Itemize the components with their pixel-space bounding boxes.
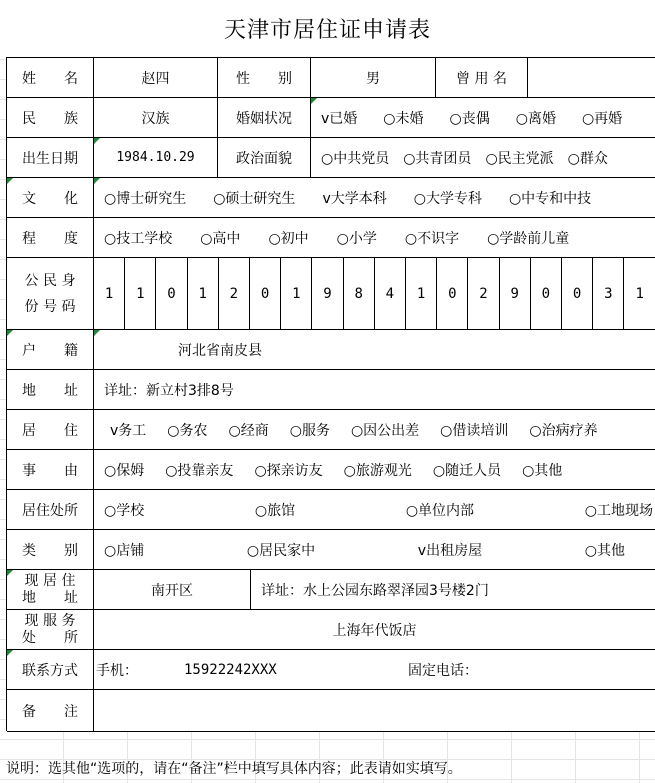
option-medical[interactable]: ○治病疗养: [529, 422, 598, 439]
label-work-place-line1: 现 服 务: [24, 612, 76, 629]
id-digit[interactable]: 1: [624, 258, 655, 330]
id-digit[interactable]: 2: [219, 258, 250, 330]
option-vocational[interactable]: ○中专和中技: [508, 190, 592, 207]
option-preschool[interactable]: ○学龄前儿童: [487, 230, 570, 247]
option-farming[interactable]: ○务农: [167, 422, 208, 439]
option-accompanying[interactable]: ○随迁人员: [432, 462, 502, 479]
marital-options: [311, 98, 655, 138]
value-work-place[interactable]: 上海年代饭店: [94, 610, 655, 650]
footer-note: 说明：选其他“选项的，请在“备注”栏中填写具体内容；此表请如实填写。: [6, 761, 462, 777]
option-join-relatives[interactable]: ○投靠亲友: [165, 462, 234, 479]
education-options-row1: [94, 178, 655, 218]
label-ethnicity: 民 族: [7, 98, 94, 138]
option-democratic-party[interactable]: ○民主党派: [485, 150, 554, 167]
value-name[interactable]: 赵四: [94, 58, 218, 98]
option-resident-home[interactable]: ○居民家中: [246, 542, 316, 559]
option-widowed[interactable]: ○丧偶: [449, 110, 490, 127]
political-options: [311, 138, 655, 178]
value-remark[interactable]: [94, 690, 655, 732]
id-digit[interactable]: 8: [344, 258, 375, 330]
id-digit[interactable]: 9: [312, 258, 343, 330]
option-hotel[interactable]: ○旅馆: [254, 502, 296, 519]
label-education-1: 文 化: [7, 178, 94, 218]
id-digit[interactable]: 2: [468, 258, 499, 330]
id-digit[interactable]: 3: [593, 258, 624, 330]
mobile-label: 手机：: [96, 662, 138, 679]
option-work[interactable]: v务工: [110, 422, 147, 439]
option-business-trip[interactable]: ○因公出差: [350, 422, 420, 439]
contact-row: [94, 650, 655, 690]
value-current-address[interactable]: 详址：水上公园东路翠泽园3号楼2门: [251, 570, 655, 610]
id-digit[interactable]: 1: [188, 258, 219, 330]
option-rental-house[interactable]: v出租房屋: [417, 542, 483, 559]
label-household: 户 籍: [7, 330, 94, 370]
id-digit[interactable]: 0: [250, 258, 281, 330]
education-options-row2: [94, 218, 655, 258]
id-digit[interactable]: 1: [281, 258, 312, 330]
option-service[interactable]: ○服务: [289, 422, 330, 439]
label-reason-2: 事 由: [7, 450, 94, 490]
option-other-place[interactable]: ○其他: [584, 542, 625, 559]
label-residence-type-1: 居住处所: [7, 490, 94, 530]
option-middle-school[interactable]: ○初中: [268, 230, 309, 247]
landline-label: 固定电话：: [408, 662, 478, 679]
option-illiterate[interactable]: ○不识字: [404, 230, 460, 247]
option-construction-site[interactable]: ○工地现场: [584, 502, 653, 519]
option-other-reason[interactable]: ○其他: [522, 462, 563, 479]
option-primary-school[interactable]: ○小学: [336, 230, 377, 247]
label-former-name: 曾 用 名: [436, 58, 528, 98]
option-masters[interactable]: ○硕士研究生: [213, 190, 296, 207]
option-high-school[interactable]: ○高中: [200, 230, 241, 247]
label-id-number-line1: 公 民 身: [24, 272, 76, 289]
option-shop[interactable]: ○店铺: [104, 542, 145, 559]
reason-options-row2: [94, 450, 655, 490]
value-ethnicity[interactable]: 汉族: [94, 98, 218, 138]
option-college[interactable]: ○大学专科: [413, 190, 482, 207]
label-name: 姓 名: [7, 58, 94, 98]
option-business[interactable]: ○经商: [228, 422, 269, 439]
value-household[interactable]: 河北省南皮县: [94, 330, 655, 370]
value-district[interactable]: 南开区: [94, 570, 251, 610]
label-work-place-line2: 处 所: [22, 629, 78, 646]
option-technical-school[interactable]: ○技工学校: [104, 230, 173, 247]
id-digit[interactable]: 0: [562, 258, 593, 330]
residence-options-row1: [94, 490, 655, 530]
label-current-address-line1: 现 居 住: [24, 572, 76, 589]
label-current-address-line2: 地 址: [22, 589, 78, 606]
value-address[interactable]: 详址：新立村3排8号: [94, 370, 655, 410]
value-former-name[interactable]: [528, 58, 655, 98]
label-gender: 性 别: [218, 58, 311, 98]
id-digit[interactable]: 0: [156, 258, 187, 330]
id-digit[interactable]: 0: [437, 258, 468, 330]
label-id-number: [7, 258, 94, 330]
id-digit[interactable]: 1: [94, 258, 125, 330]
option-masses[interactable]: ○群众: [567, 150, 608, 167]
option-study-training[interactable]: ○借读培训: [440, 422, 509, 439]
option-unmarried[interactable]: ○未婚: [383, 110, 424, 127]
label-id-number-line2: 份 号 码: [24, 298, 76, 315]
label-residence-type-2: 类 别: [7, 530, 94, 570]
option-divorced[interactable]: ○离婚: [515, 110, 556, 127]
option-tourism[interactable]: ○旅游观光: [343, 462, 412, 479]
id-digit[interactable]: 0: [531, 258, 562, 330]
value-gender[interactable]: 男: [311, 58, 436, 98]
id-digit[interactable]: 9: [500, 258, 531, 330]
label-education-2: 程 度: [7, 218, 94, 258]
option-remarried[interactable]: ○再婚: [581, 110, 623, 127]
option-school[interactable]: ○学校: [104, 502, 145, 519]
label-reason-1: 居 住: [7, 410, 94, 450]
label-work-place: [7, 610, 94, 650]
option-married[interactable]: v已婚: [321, 110, 358, 127]
label-current-address: [7, 570, 94, 610]
option-league-member[interactable]: ○共青团员: [403, 150, 472, 167]
label-remark: 备 注: [7, 690, 94, 732]
option-ccp-member[interactable]: ○中共党员: [321, 150, 390, 167]
label-address: 地 址: [7, 370, 94, 410]
label-contact: 联系方式: [7, 650, 94, 690]
id-digit[interactable]: 1: [406, 258, 437, 330]
id-digit[interactable]: 1: [125, 258, 156, 330]
option-unit-internal[interactable]: ○单位内部: [405, 502, 475, 519]
option-bachelor[interactable]: v大学本科: [322, 190, 387, 207]
option-visit-relatives[interactable]: ○探亲访友: [254, 462, 323, 479]
id-digit[interactable]: 4: [375, 258, 406, 330]
option-nanny[interactable]: ○保姆: [104, 462, 145, 479]
value-mobile[interactable]: 15922242XXX: [184, 661, 277, 678]
value-birth-date[interactable]: 1984.10.29: [94, 138, 218, 178]
label-political: 政治面貌: [218, 138, 311, 178]
form-title: 天津市居住证申请表: [0, 0, 655, 57]
reason-options-row1: [94, 410, 655, 450]
label-birth-date: 出生日期: [7, 138, 94, 178]
residence-options-row2: [94, 530, 655, 570]
application-form: [6, 57, 655, 731]
label-marital: 婚姻状况: [218, 98, 311, 138]
option-doctorate[interactable]: ○博士研究生: [104, 190, 187, 207]
